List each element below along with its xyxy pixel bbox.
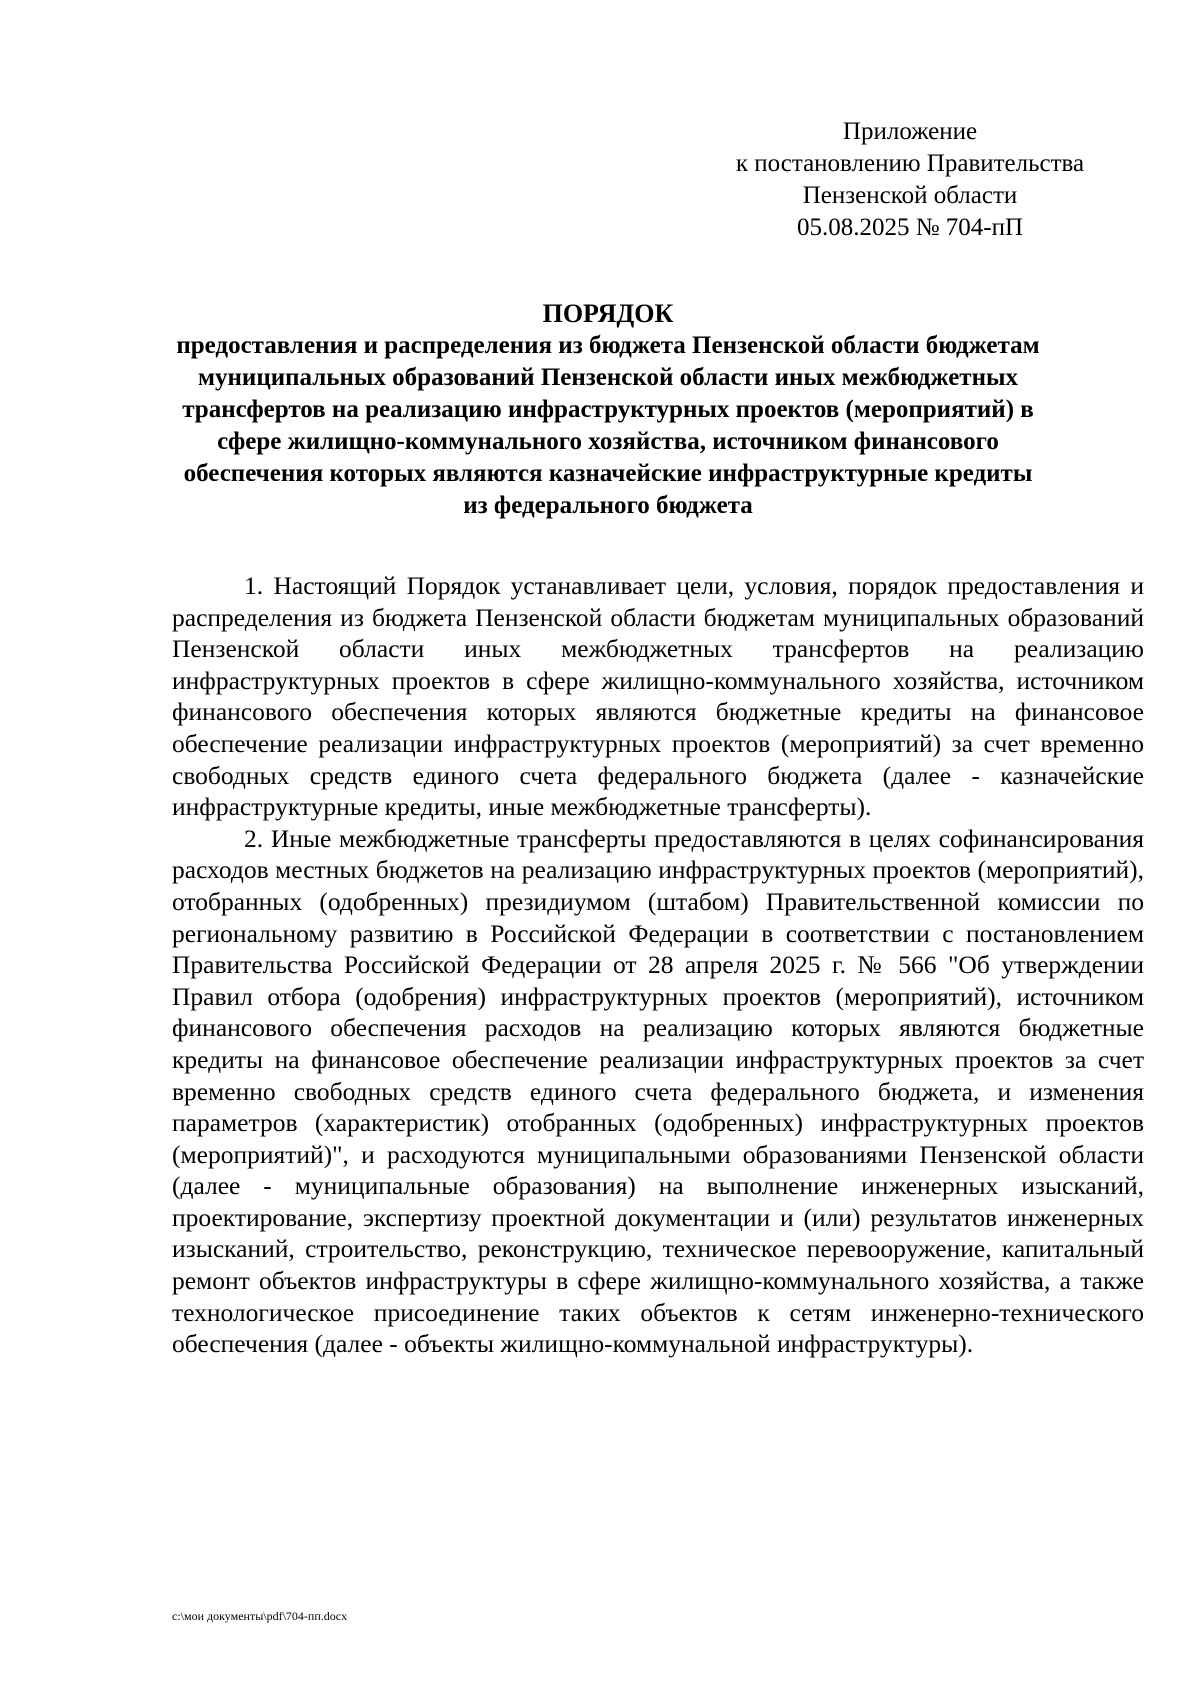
document-body [172, 570, 1144, 1360]
footer-file-path: c:\мои документы\pdf\704-пп.docx [172, 1609, 348, 1623]
appendix-line-1: Приложение [842, 118, 978, 145]
paragraph-1: 1. Настоящий Порядок устанавливает цели, условия, порядок предоставления и распределения из бюджета Пензенской области бюджетам муниципальных образований Пензенской области иных межбюджетных трансфертов на реализацию инфраструктурных проектов в сфере жилищно-коммунального хозяйства, источником финансового обеспечения которых являются бюджетные кредиты на финансовое обеспечение реализации инфраструктурных проектов (мероприятий) за счет временно свободных средств единого счета федерального бюджета (далее - казначейские инфраструктурные кредиты, иные межбюджетные трансферты). [172, 571, 1144, 822]
paragraph-2: 2. Иные межбюджетные трансферты предоставляются в целях софинансирования расходов местных бюджетов на реализацию инфраструктурных проектов (мероприятий), отобранных (одобренных) президиумом (штабом) Правительственной комиссии по региональному развитию в Российской Федерации в соответствии с постановлением Правительства Российской Федерации от 28 апреля 2025 г. № 566 "Об утверждении Правил отбора (одобрения) инфраструктурных проектов (мероприятий), источником финансового обеспечения расходов на реализацию которых являются бюджетные кредиты на финансовое обеспечение реализации инфраструктурных проектов за счет временно свободных средств единого счета федерального бюджета, и изменения параметров (характеристик) отобранных (одобренных) инфраструктурных проектов (мероприятий)", и расходуются муниципальными образованиями Пензенской области (далее - муниципальные образования) на выполнение инженерных изысканий, проектирование, экспертизу проектной документации и (или) результатов инженерных изысканий, строительство, реконструкцию, техническое перевооружение, капитальный ремонт объектов инфраструктуры в сфере жилищно-коммунального хозяйства, а также технологическое присоединение таких объектов к сетям инженерно-технического обеспечения (далее - объекты жилищно-коммунальной инфраструктуры). [172, 823, 1144, 1359]
appendix-line-2: к постановлению Правительства [735, 150, 1085, 177]
document-title: ПОРЯДОК [542, 299, 674, 328]
document-subtitle: предоставления и распределения из бюджета Пензенской области бюджетам муниципальных образований Пензенской области иных межбюджетных трансфертов на реализацию инфраструктурных проектов (мероприятий) в сфере жилищно-коммунального хозяйства, источником финансового обеспечения которых являются казначейские инфраструктурные кредиты из федерального бюджета [176, 332, 1040, 519]
document-title-block [172, 298, 1044, 522]
appendix-block [700, 116, 1120, 244]
appendix-line-3: Пензенской области [802, 182, 1018, 209]
appendix-line-4: 05.08.2025 № 704-пП [796, 214, 1024, 241]
